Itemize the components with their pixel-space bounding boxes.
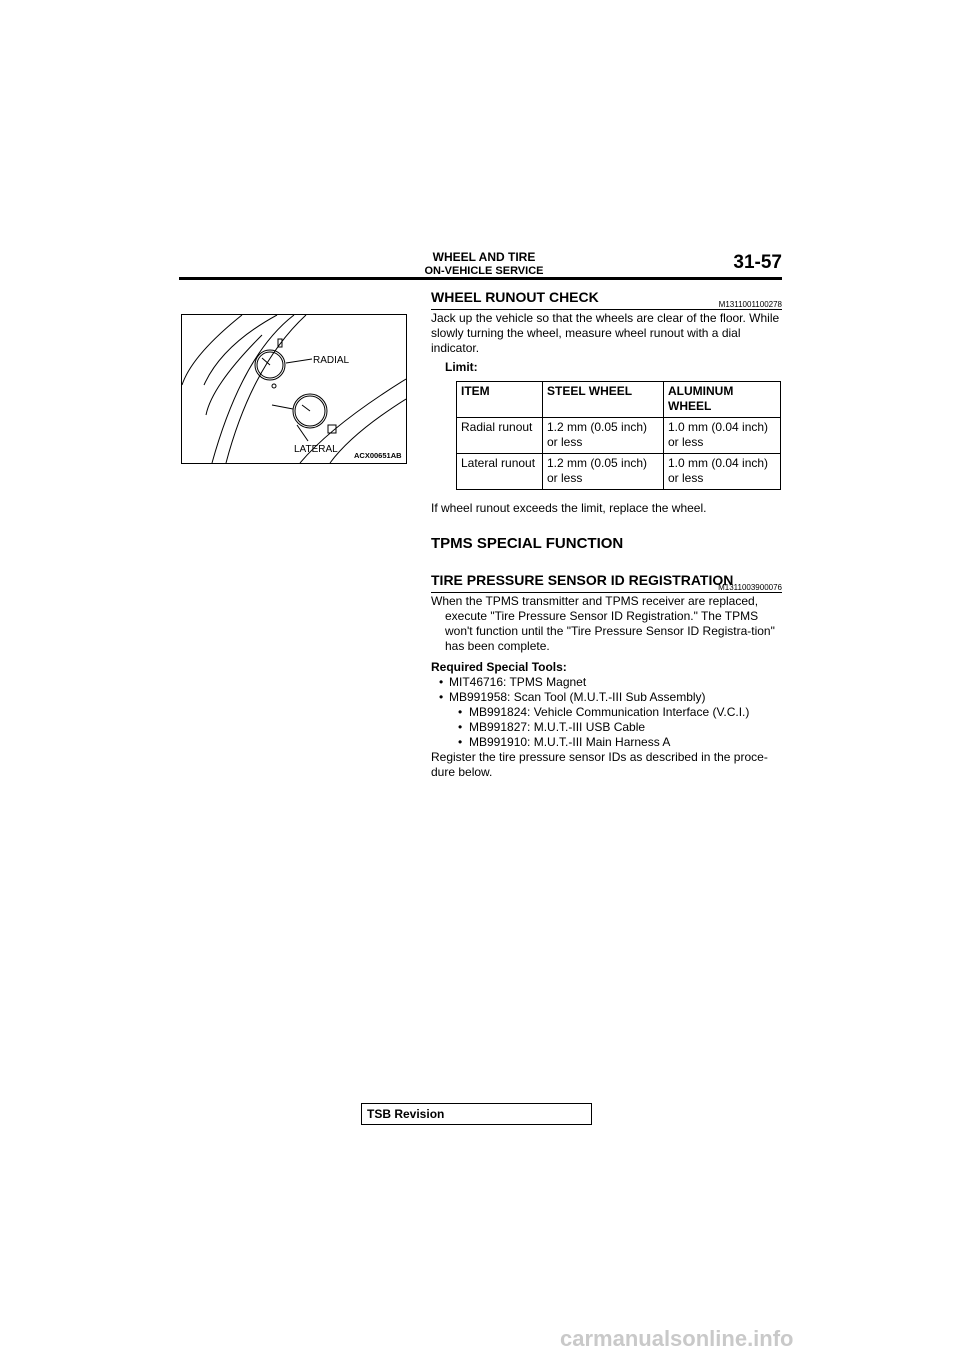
sensor-registration-code: M1311003900076 — [718, 583, 782, 592]
wheel-runout-section — [431, 289, 782, 374]
section-title: WHEEL AND TIRE — [432, 250, 536, 264]
table-cell: 1.0 mm (0.04 inch) or less — [664, 454, 781, 490]
sensor-registration-section — [431, 572, 782, 780]
page-number: 31-57 — [733, 252, 782, 273]
table-header-row — [457, 382, 781, 418]
column-header: STEEL WHEEL — [543, 382, 664, 418]
tsb-revision-box: TSB Revision — [361, 1103, 592, 1125]
wheel-runout-figure — [181, 314, 407, 464]
column-header: ALUMINUM WHEEL — [664, 382, 781, 418]
table-cell: 1.2 mm (0.05 inch) or less — [543, 418, 664, 454]
table-row — [457, 418, 781, 454]
label-lateral: LATERAL — [294, 444, 338, 455]
register-instruction: Register the tire pressure sensor IDs as described in the proce-dure below. — [431, 750, 768, 779]
list-item: • MIT46716: TPMS Magnet — [431, 675, 782, 690]
sensor-registration-heading-row — [431, 572, 782, 593]
figure-code: ACX00651AB — [354, 451, 402, 460]
list-item: • MB991958: Scan Tool (M.U.T.-III Sub Assembly) — [431, 690, 782, 705]
column-header: ITEM — [457, 382, 543, 418]
table-cell: Radial runout — [457, 418, 543, 454]
subsection-title: ON-VEHICLE SERVICE — [424, 265, 544, 277]
limit-label: Limit: — [445, 360, 478, 374]
tpms-heading: TPMS SPECIAL FUNCTION — [431, 535, 624, 552]
table-cell: 1.0 mm (0.04 inch) or less — [664, 418, 781, 454]
wheel-runout-paragraph: Jack up the vehicle so that the wheels are clear of the floor. While slowly turning the wheel, measure wheel runout with a dial indicator. — [431, 311, 780, 355]
dial-indicator-illustration — [182, 315, 406, 463]
wheel-runout-heading: WHEEL RUNOUT CHECK — [431, 289, 599, 305]
table-row — [457, 454, 781, 490]
tools-list — [431, 675, 782, 705]
sensor-registration-heading: TIRE PRESSURE SENSOR ID REGISTRATION — [431, 572, 734, 588]
header-rule — [179, 277, 782, 280]
watermark: carmanualsonline.info — [560, 1326, 794, 1351]
wheel-runout-code: M1311001100278 — [718, 300, 782, 309]
required-tools-label: Required Special Tools: — [431, 660, 567, 674]
sub-tools-list — [431, 705, 782, 750]
table-cell: 1.2 mm (0.05 inch) or less — [543, 454, 664, 490]
list-item: • MB991910: M.U.T.-III Main Harness A — [431, 735, 782, 750]
table-cell: Lateral runout — [457, 454, 543, 490]
replace-wheel-note: If wheel runout exceeds the limit, replace the wheel. — [431, 501, 707, 515]
list-item: • MB991824: Vehicle Communication Interface (V.C.I.) — [431, 705, 782, 720]
wheel-runout-heading-row — [431, 289, 782, 310]
list-item: • MB991827: M.U.T.-III USB Cable — [431, 720, 782, 735]
label-radial: RADIAL — [313, 355, 350, 366]
runout-limits-table — [456, 381, 781, 490]
sensor-registration-paragraph: When the TPMS transmitter and TPMS receiver are replaced, execute "Tire Pressure Sensor ID Registration." The TPMS won't function until the "Tire Pressure Sensor ID Registra-tion" has been complete. — [431, 594, 775, 653]
